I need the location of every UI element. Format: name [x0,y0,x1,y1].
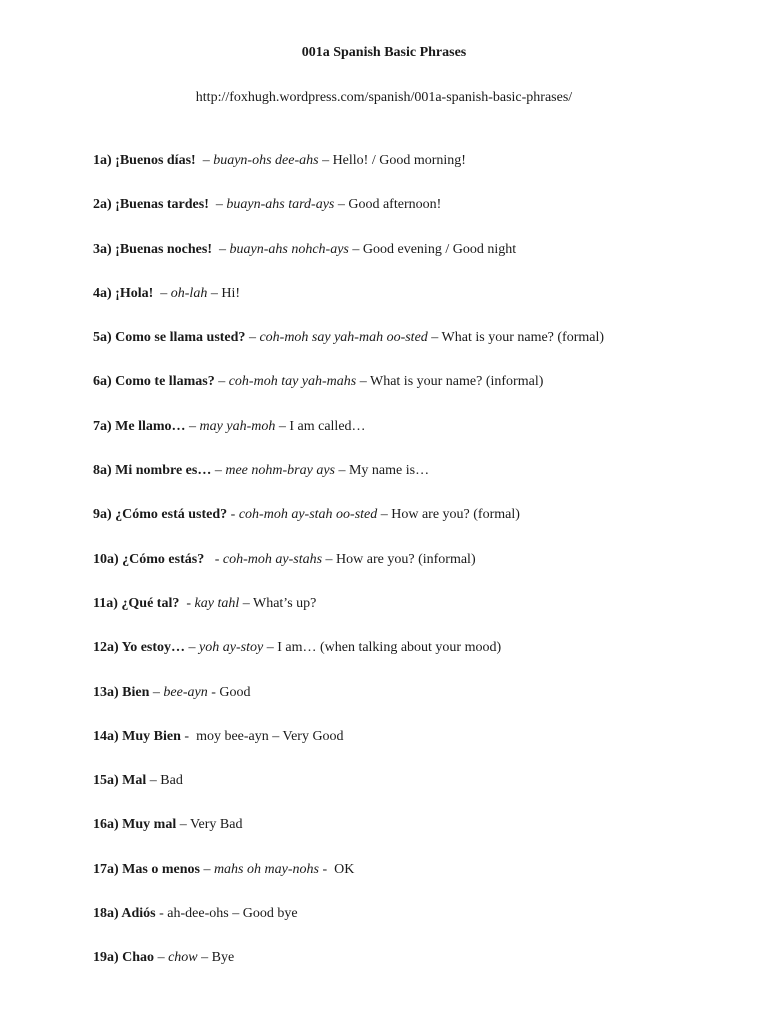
phrase-item [93,372,604,416]
phrase-item [93,550,604,594]
spanish-phrase: 8a) Mi nombre es… [93,463,212,479]
phrase-list [93,151,604,993]
spanish-phrase: 10a) ¿Cómo estás? [93,551,205,567]
separator: – [212,241,230,257]
english-translation: I am… (when talking about your mood) [277,640,502,656]
separator: - [207,684,220,700]
english-translation: Hi! [221,285,240,301]
separator: – [427,330,442,346]
phrase-item [93,328,604,372]
phrase-item [93,461,604,505]
pronunciation: buayn-ahs nohch-ays [229,241,349,257]
phrase-item [93,904,604,948]
phrase-item [93,594,604,638]
phrase-item [93,240,604,284]
separator: – [154,950,169,966]
separator: - [204,551,223,567]
phrase-item [93,417,604,461]
separator: – [149,684,164,700]
english-translation: What is your name? (formal) [441,330,605,346]
separator: – [318,153,333,168]
english-translation: I am called… [289,418,366,434]
english-translation: How are you? (informal) [336,551,476,567]
pronunciation: oh-lah [170,285,208,301]
document-title: 001a Spanish Basic Phrases [301,45,467,60]
separator: – [199,861,214,877]
spanish-phrase: 12a) Yo estoy… [93,640,186,656]
english-translation: Hello! / Good morning! [332,153,466,168]
separator: – [146,773,161,789]
pronunciation: buayn-ohs dee-ahs [213,153,319,168]
separator: – [322,551,337,567]
separator: – [197,950,212,966]
pronunciation: coh-moh ay-stah oo-sted [238,507,378,523]
separator: - [227,507,239,523]
separator: - [180,728,197,744]
separator: – [185,640,200,656]
separator: – [348,241,363,257]
english-translation: My name is… [348,463,430,479]
separator: – [239,595,253,611]
pronunciation: moy bee-ayn [196,728,269,744]
separator: – [228,906,243,922]
phrase-item [93,727,604,771]
pronunciation: mee nohm-bray ays [225,463,335,479]
english-translation: What is your name? (informal) [369,374,544,390]
spanish-phrase: 13a) Bien [93,684,150,700]
english-translation: Bad [160,773,183,789]
english-translation: Good afternoon! [348,197,442,213]
english-translation: Good [219,684,251,700]
pronunciation: coh-moh tay yah-mahs [228,374,357,390]
english-translation: Bye [211,950,235,966]
spanish-phrase: 9a) ¿Cómo está usted? [93,507,228,523]
phrase-item [93,815,604,859]
separator: - [179,595,195,611]
pronunciation: yoh ay-stoy [199,640,264,656]
phrase-item [93,638,604,682]
separator: – [214,374,229,390]
english-translation: Good evening / Good night [362,241,517,257]
spanish-phrase: 3a) ¡Buenas noches! [93,241,213,257]
separator: – [176,817,190,833]
pronunciation: bee-ayn [163,684,208,700]
phrase-item [93,505,604,549]
spanish-phrase: 14a) Muy Bien [93,728,181,744]
separator: – [377,507,392,523]
english-translation: Very Bad [189,817,243,833]
pronunciation: coh-moh say yah-mah oo-sted [259,330,428,346]
pronunciation: kay tahl [194,595,240,611]
english-translation: OK [334,861,355,877]
english-translation: Good bye [242,906,298,922]
separator: – [275,418,290,434]
separator: – [356,374,370,390]
spanish-phrase: 19a) Chao [93,950,155,966]
separator: – [334,197,349,213]
pronunciation: mahs oh may-nohs [213,861,319,877]
phrase-item [93,771,604,815]
spanish-phrase: 18a) Adiós [93,906,156,922]
phrase-item [93,195,604,239]
separator: – [207,285,222,301]
phrase-item [93,683,604,727]
spanish-phrase: 16a) Muy mal [93,817,177,833]
separator: - [155,906,168,922]
spanish-phrase: 6a) Como te llamas? [93,374,215,390]
english-translation: How are you? (formal) [391,507,520,523]
spanish-phrase: 2a) ¡Buenas tardes! [93,197,209,213]
spanish-phrase: 7a) Me llamo… [93,418,186,434]
phrase-item [93,948,604,992]
phrase-item [93,860,604,904]
spanish-phrase: 15a) Mal [93,773,147,789]
spanish-phrase: 5a) Como se llama usted? [93,330,246,346]
separator: - [318,861,335,877]
separator: – [334,463,349,479]
spanish-phrase: 1a) ¡Buenos días! [93,153,196,168]
separator: – [263,640,278,656]
pronunciation: may yah-moh [199,418,276,434]
spanish-phrase: 17a) Mas o menos [93,861,200,877]
separator: – [211,463,226,479]
pronunciation: chow [168,950,198,966]
pronunciation: coh-moh ay-stahs [222,551,323,567]
source-url: http://foxhugh.wordpress.com/spanish/001a-spanish-basic-phrases/ [195,90,573,105]
separator: – [208,197,227,213]
pronunciation: ah-dee-ohs [167,906,229,922]
separator: – [153,285,171,301]
spanish-phrase: 11a) ¿Qué tal? [93,595,180,611]
separator: – [185,418,200,434]
pronunciation: buayn-ahs tard-ays [226,197,335,213]
english-translation: What’s up? [252,595,317,611]
separator: – [195,153,214,168]
separator: – [245,330,260,346]
spanish-phrase: 4a) ¡Hola! [93,285,154,301]
separator: – [268,728,283,744]
english-translation: Very Good [282,728,344,744]
phrase-item [93,284,604,328]
phrase-item [93,151,604,195]
